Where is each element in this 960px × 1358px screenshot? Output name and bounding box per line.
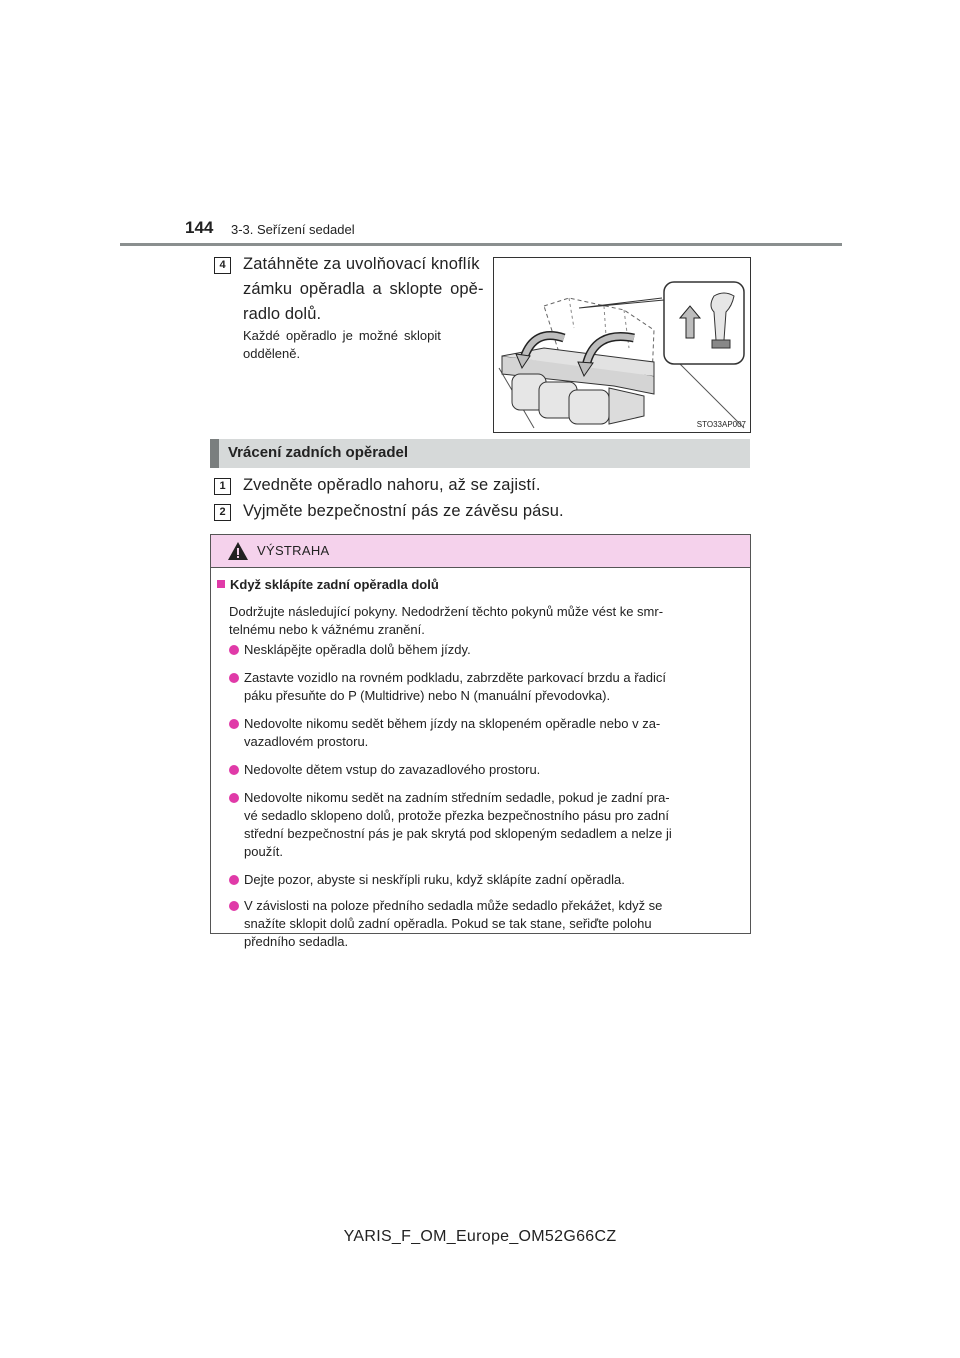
bullet-line: Nesklápějte opěradla dolů během jízdy. (244, 642, 471, 657)
warning-bullet (229, 789, 743, 861)
seat-fold-illustration (493, 257, 751, 433)
step-4-line-1: Zatáhněte za uvolňovací knoflík (243, 255, 480, 273)
warning-bullet (229, 897, 743, 951)
bullet-dot-icon (229, 645, 239, 655)
bullet-line: vazadlovém prostoru. (244, 734, 369, 749)
warning-label: VÝSTRAHA (257, 543, 330, 558)
warning-bullet (229, 715, 743, 751)
step-number-2: 2 (214, 504, 231, 521)
subheading-text: Vrácení zadních opěradel (228, 444, 409, 461)
bullet-line: střední bezpečnostní pás je pak skrytá pod sklopeným sedadlem a nelze ji (244, 826, 672, 841)
bullet-line: Zastavte vozidlo na rovném podkladu, zabrzděte parkovací brzdu a řadicí (244, 670, 667, 685)
warning-box (210, 534, 751, 949)
bullet-line: použít. (244, 844, 284, 859)
warning-bullet (229, 641, 743, 659)
bullet-dot-icon (229, 901, 239, 911)
page-number: 144 (185, 218, 214, 237)
rear-seat-drawing (494, 258, 750, 432)
warning-bullet (229, 871, 743, 889)
bullet-dot-icon (229, 673, 239, 683)
bullet-line: V závislosti na poloze předního sedadla může sedadlo překážet, když se (244, 898, 663, 913)
subheading-bar (210, 439, 750, 468)
warning-bullet (229, 761, 743, 779)
warning-intro-line-1: Dodržujte následující pokyny. Nedodržení těchto pokynů může vést ke smr- (229, 604, 664, 619)
section-title: 3-3. Seřízení sedadel (231, 222, 355, 237)
bullet-line: Nedovolte dětem vstup do zavazadlového prostoru. (244, 762, 541, 777)
bullet-line: snažíte sklopit dolů zadní opěradla. Pokud se tak stane, seřiďte polohu (244, 916, 652, 931)
bullet-dot-icon (229, 765, 239, 775)
bullet-line: předního sedadla. (244, 934, 349, 949)
bullet-dot-icon (229, 875, 239, 885)
figure-id: STO33AP007 (696, 420, 746, 429)
header-rule (120, 243, 842, 246)
step-4-note-line-2: odděleně. (243, 346, 301, 361)
bullet-line: Dejte pozor, abyste si neskřípli ruku, když sklápíte zadní opěradla. (244, 872, 625, 887)
step-number-1: 1 (214, 478, 231, 495)
warning-intro (229, 603, 743, 639)
step-4-note-line-1: Každé opěradlo je možné sklopit (243, 328, 441, 343)
step-number-4: 4 (214, 257, 231, 274)
step-4-note (243, 327, 441, 363)
bullet-line: páku přesuňte do P (Multidrive) nebo N (manuální převodovka). (244, 688, 611, 703)
square-bullet-icon (217, 580, 225, 588)
warning-title-text: Když sklápíte zadní opěradla dolů (230, 577, 439, 592)
step-4-line-3: radlo dolů. (243, 305, 322, 323)
bullet-line: vé sedadlo sklopeno dolů, protože přezka bezpečnostního pásu pro zadní (244, 808, 669, 823)
bullet-line: Nedovolte nikomu sedět na zadním středním sedadle, pokud je zadní pra- (244, 790, 670, 805)
bullet-dot-icon (229, 793, 239, 803)
bullet-dot-icon (229, 719, 239, 729)
step-1-text: Zvedněte opěradlo nahoru, až se zajistí. (243, 476, 541, 494)
step-4-line-2: zámku opěradla a sklopte opě- (243, 280, 484, 298)
footer-doc-id: YARIS_F_OM_Europe_OM52G66CZ (343, 1228, 617, 1245)
warning-header (211, 535, 750, 568)
step-2-text: Vyjměte bezpečnostní pás ze závěsu pásu. (243, 502, 564, 520)
warning-bullet (229, 669, 743, 705)
step-4-text (243, 252, 484, 327)
bullet-line: Nedovolte nikomu sedět během jízdy na sklopeném opěradle nebo v za- (244, 716, 661, 731)
subheading-accent (210, 439, 219, 468)
warning-triangle-icon (227, 541, 249, 566)
warning-intro-line-2: telnému nebo k vážnému zranění. (229, 622, 425, 637)
warning-title (217, 577, 439, 592)
